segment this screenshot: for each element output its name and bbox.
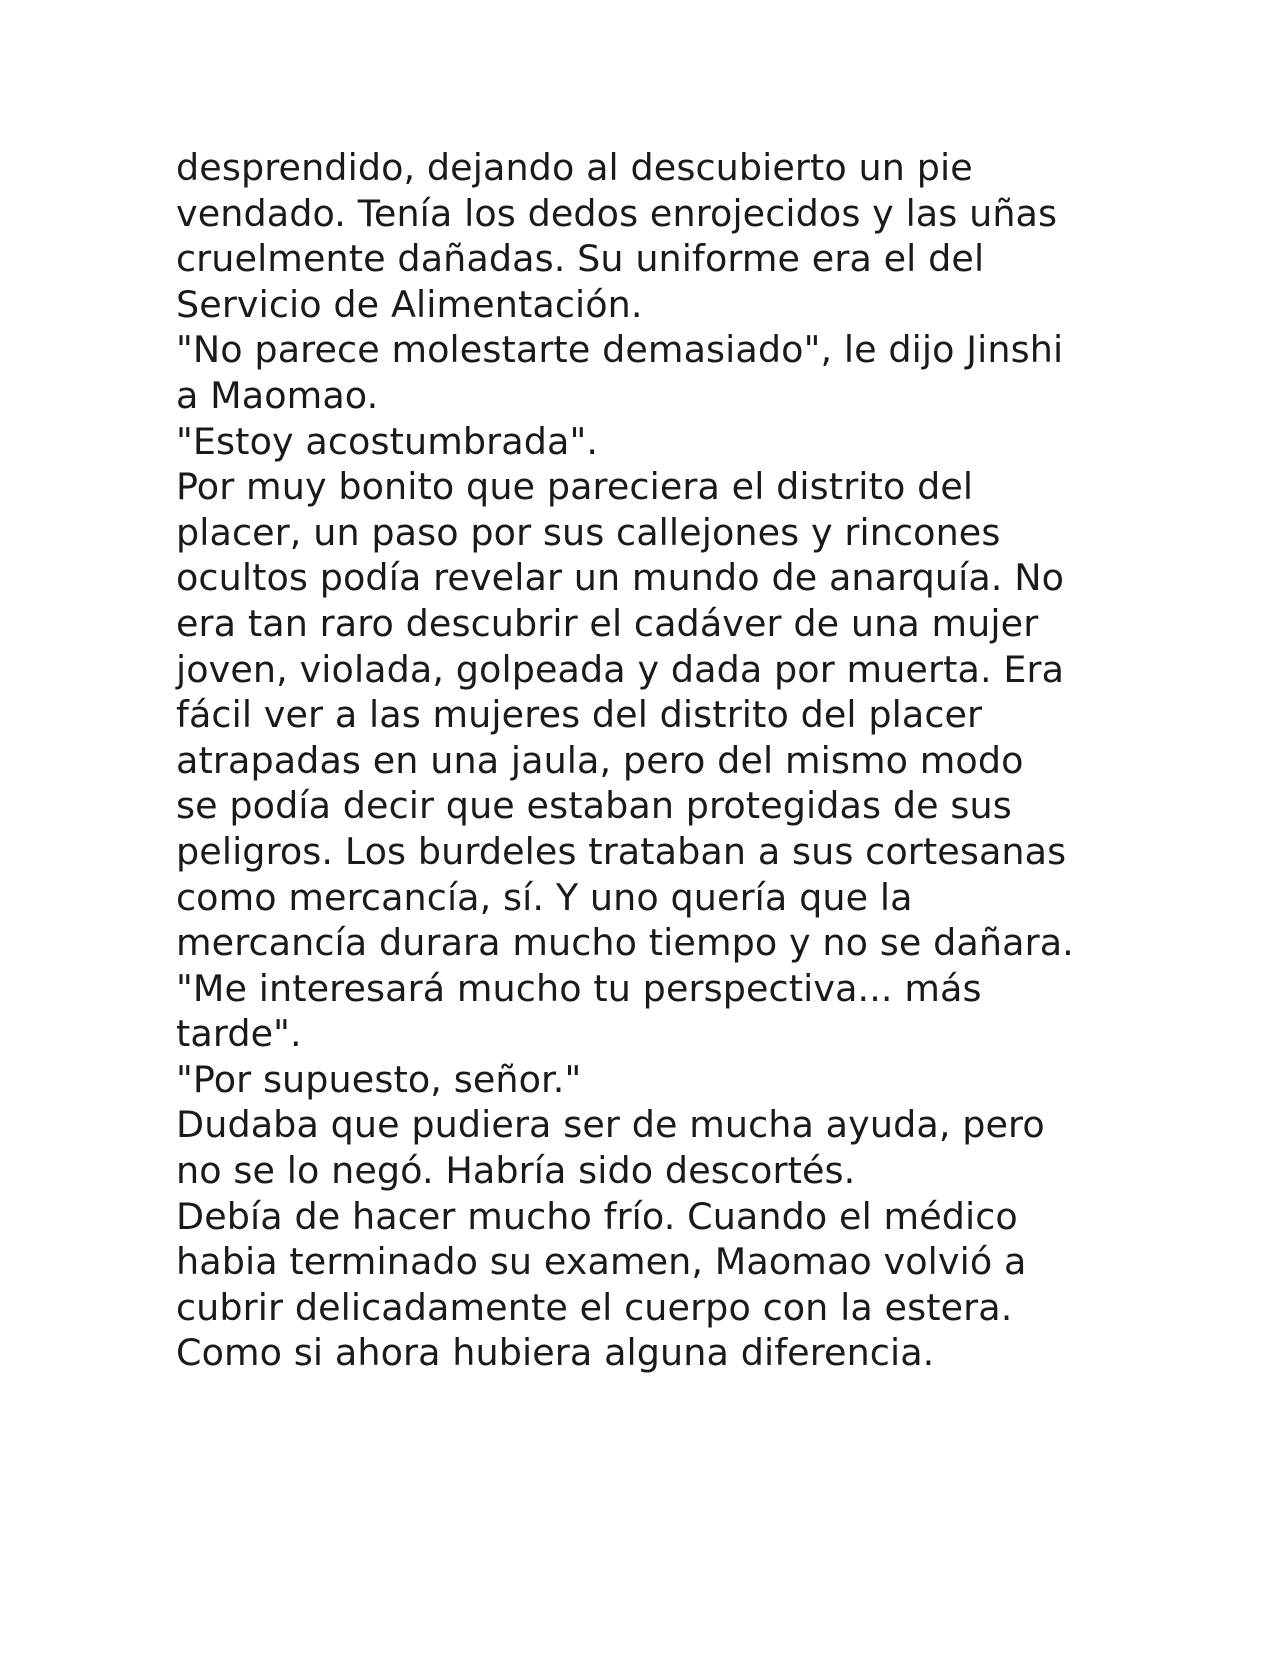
text-line: "Estoy acostumbrada". [176,419,599,463]
text-line: Dudaba que pudiera ser de mucha ayuda, pero [176,1103,1045,1147]
text-line: Debía de hacer mucho frío. Cuando el médico [176,1194,1018,1238]
text-line: Servicio de Alimentación. [176,282,643,326]
text-line: habia terminado su examen, Maomao volvió a [176,1240,1027,1284]
text-line: "Me interesará mucho tu perspectiva... más [176,966,982,1010]
text-line: peligros. Los burdeles trataban a sus cortesanas [176,829,1067,873]
text-line: ocultos podía revelar un mundo de anarquía. No [176,556,1065,600]
text-line: era tan raro descubrir el cadáver de una mujer [176,601,1039,645]
text-line: a Maomao. [176,373,379,417]
text-line: Por muy bonito que pareciera el distrito del [176,465,974,509]
text-line: como mercancía, sí. Y uno quería que la [176,875,913,919]
text-line: "Por supuesto, señor." [176,1057,582,1101]
text-line: se podía decir que estaban protegidas de sus [176,784,1012,828]
text-line: placer, un paso por sus callejones y rincones [176,510,1001,554]
text-line: desprendido, dejando al descubierto un pie [176,146,973,189]
text-line: mercancía durara mucho tiempo y no se dañara. [176,921,1074,965]
text-line: cruelmente dañadas. Su uniforme era el del [176,237,985,281]
text-line: cubrir delicadamente el cuerpo con la estera. [176,1285,1013,1329]
text-line: Como si ahora hubiera alguna diferencia. [176,1331,935,1375]
body-text [176,145,1136,1376]
text-line: fácil ver a las mujeres del distrito del placer [176,693,983,737]
text-line: vendado. Tenía los dedos enrojecidos y las uñas [176,191,1058,235]
text-line: tarde". [176,1012,302,1056]
text-line: atrapadas en una jaula, pero del mismo modo [176,738,1024,782]
text-line: joven, violada, golpeada y dada por muerta. Era [176,647,1065,691]
text-line: no se lo negó. Habría sido descortés. [176,1149,856,1193]
text-line: "No parece molestarte demasiado", le dijo Jinshi [176,328,1064,372]
